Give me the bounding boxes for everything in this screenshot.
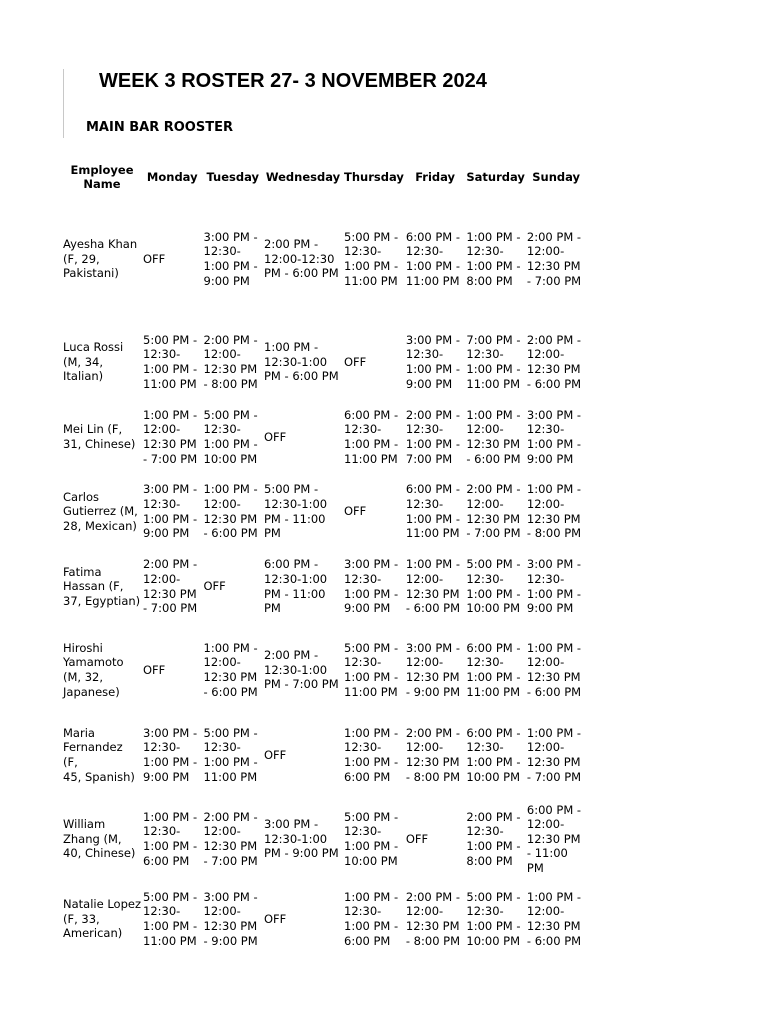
shift-cell-saturday: 5:00 PM - 12:30- 1:00 PM - 10:00 PM: [466, 889, 521, 948]
table-header-row: [62, 160, 586, 194]
table-row: [62, 794, 586, 884]
shift-cell-thursday: 1:00 PM - 12:30- 1:00 PM - 6:00 PM: [344, 725, 399, 784]
shift-cell-wednesday: 1:00 PM - 12:30-1:00 PM - 6:00 PM: [264, 340, 339, 384]
shift-cell-saturday: 5:00 PM - 12:30- 1:00 PM - 10:00 PM: [466, 557, 521, 616]
shift-cell-sunday: 1:00 PM - 12:00- 12:30 PM - 8:00 PM: [526, 482, 582, 541]
shift-cell-wednesday: 5:00 PM - 12:30-1:00 PM - 11:00 PM: [264, 482, 328, 541]
header-sunday: Sunday: [532, 170, 581, 184]
shift-cell-sunday: 2:00 PM - 12:00- 12:30 PM - 6:00 PM: [526, 332, 582, 391]
table-row: [62, 194, 586, 324]
shift-cell-tuesday: 1:00 PM - 12:00- 12:30 PM - 6:00 PM: [203, 482, 258, 541]
shift-cell-sunday: 6:00 PM - 12:00- 12:30 PM - 11:00 PM: [526, 802, 582, 875]
shift-cell-sunday: 2:00 PM - 12:00- 12:30 PM - 7:00 PM: [526, 229, 582, 288]
shift-cell-saturday: 7:00 PM - 12:30- 1:00 PM - 11:00 PM: [466, 332, 521, 391]
shift-cell-saturday: 1:00 PM - 12:30- 1:00 PM - 8:00 PM: [466, 229, 521, 288]
employee-name-cell: Maria Fernandez (F, 45, Spanish): [63, 725, 135, 784]
table-row: [62, 716, 586, 794]
employee-name-cell: Fatima Hassan (F, 37, Egyptian): [63, 564, 141, 608]
table-row: [62, 324, 586, 400]
shift-cell-sunday: 1:00 PM - 12:00- 12:30 PM - 6:00 PM: [526, 889, 582, 948]
employee-name-cell: Ayesha Khan (F, 29, Pakistani): [63, 237, 138, 281]
shift-cell-wednesday: OFF: [264, 429, 287, 444]
shift-cell-tuesday: 5:00 PM - 12:30- 1:00 PM - 10:00 PM: [203, 407, 258, 466]
shift-cell-tuesday: 2:00 PM - 12:00- 12:30 PM - 8:00 PM: [203, 332, 258, 391]
shift-cell-thursday: OFF: [344, 354, 367, 369]
shift-cell-tuesday: 3:00 PM - 12:30- 1:00 PM - 9:00 PM: [203, 229, 258, 288]
shift-cell-monday: 2:00 PM - 12:00- 12:30 PM - 7:00 PM: [143, 557, 198, 616]
shift-cell-monday: 5:00 PM - 12:30- 1:00 PM - 11:00 PM: [143, 332, 198, 391]
shift-cell-tuesday: 2:00 PM - 12:00- 12:30 PM - 7:00 PM: [203, 809, 258, 868]
shift-cell-wednesday: 2:00 PM - 12:00-12:30 PM - 6:00 PM: [264, 237, 339, 281]
shift-cell-wednesday: 2:00 PM - 12:30-1:00 PM - 7:00 PM: [264, 648, 339, 692]
table-row: [62, 474, 586, 549]
shift-cell-friday: 1:00 PM - 12:00- 12:30 PM - 6:00 PM: [405, 557, 461, 616]
shift-cell-monday: OFF: [143, 251, 166, 266]
shift-cell-friday: 3:00 PM - 12:30- 1:00 PM - 9:00 PM: [405, 332, 461, 391]
roster-table: [62, 160, 586, 954]
shift-cell-friday: 6:00 PM - 12:30- 1:00 PM - 11:00 PM: [405, 229, 461, 288]
header-monday: Monday: [146, 170, 198, 184]
shift-cell-monday: 3:00 PM - 12:30- 1:00 PM - 9:00 PM: [143, 482, 198, 541]
shift-cell-thursday: 1:00 PM - 12:30- 1:00 PM - 6:00 PM: [344, 889, 399, 948]
shift-cell-saturday: 6:00 PM - 12:30- 1:00 PM - 11:00 PM: [466, 640, 521, 699]
shift-cell-sunday: 3:00 PM - 12:30- 1:00 PM - 9:00 PM: [526, 407, 582, 466]
table-row: [62, 884, 586, 954]
shift-cell-tuesday: OFF: [203, 579, 226, 594]
shift-cell-sunday: 1:00 PM - 12:00- 12:30 PM - 7:00 PM: [526, 725, 582, 784]
shift-cell-monday: 1:00 PM - 12:00- 12:30 PM - 7:00 PM: [143, 407, 198, 466]
shift-cell-saturday: 2:00 PM - 12:30- 1:00 PM - 8:00 PM: [466, 809, 521, 868]
header-wednesday: Wednesday: [265, 170, 341, 184]
shift-cell-thursday: OFF: [344, 504, 367, 519]
employee-name-cell: Natalie Lopez (F, 33, American): [63, 897, 141, 941]
shift-cell-tuesday: 5:00 PM - 12:30- 1:00 PM - 11:00 PM: [203, 725, 258, 784]
table-row: [62, 400, 586, 474]
shift-cell-friday: OFF: [405, 831, 429, 846]
shift-cell-tuesday: 1:00 PM - 12:00- 12:30 PM - 6:00 PM: [203, 640, 258, 699]
shift-cell-thursday: 5:00 PM - 12:30- 1:00 PM - 11:00 PM: [344, 640, 399, 699]
header-tuesday: Tuesday: [206, 170, 260, 184]
table-row: [62, 624, 586, 716]
shift-cell-friday: 6:00 PM - 12:30- 1:00 PM - 11:00 PM: [405, 482, 461, 541]
shift-cell-thursday: 5:00 PM - 12:30- 1:00 PM - 11:00 PM: [344, 229, 399, 288]
shift-cell-wednesday: 6:00 PM - 12:30-1:00 PM - 11:00 PM: [264, 557, 328, 616]
shift-cell-friday: 2:00 PM - 12:00- 12:30 PM - 8:00 PM: [405, 725, 461, 784]
shift-cell-thursday: 5:00 PM - 12:30- 1:00 PM - 10:00 PM: [344, 809, 399, 868]
shift-cell-saturday: 6:00 PM - 12:30- 1:00 PM - 10:00 PM: [466, 725, 521, 784]
header-thursday: Thursday: [344, 170, 404, 184]
employee-name-cell: Mei Lin (F, 31, Chinese): [63, 422, 136, 451]
shift-cell-saturday: 1:00 PM - 12:00- 12:30 PM - 6:00 PM: [466, 407, 521, 466]
roster-body: [62, 194, 586, 954]
shift-cell-monday: 1:00 PM - 12:30- 1:00 PM - 6:00 PM: [143, 809, 198, 868]
shift-cell-wednesday: OFF: [264, 911, 287, 926]
header-saturday: Saturday: [466, 170, 525, 184]
shift-cell-thursday: 3:00 PM - 12:30- 1:00 PM - 9:00 PM: [344, 557, 399, 616]
section-title: MAIN BAR ROOSTER: [86, 120, 233, 135]
margin-indicator: [63, 69, 64, 138]
shift-cell-wednesday: 3:00 PM - 12:30-1:00 PM - 9:00 PM: [264, 817, 339, 861]
shift-cell-monday: 5:00 PM - 12:30- 1:00 PM - 11:00 PM: [143, 889, 198, 948]
document-title: WEEK 3 ROSTER 27- 3 NOVEMBER 2024: [99, 70, 487, 92]
header-friday: Friday: [415, 170, 456, 184]
employee-name-cell: William Zhang (M, 40, Chinese): [63, 817, 136, 861]
shift-cell-saturday: 2:00 PM - 12:00- 12:30 PM - 7:00 PM: [466, 482, 521, 541]
shift-cell-monday: 3:00 PM - 12:30- 1:00 PM - 9:00 PM: [143, 725, 198, 784]
employee-name-cell: Hiroshi Yamamoto (M, 32, Japanese): [63, 640, 124, 699]
employee-name-cell: Carlos Gutierrez (M, 28, Mexican): [63, 489, 138, 533]
employee-name-cell: Luca Rossi (M, 34, Italian): [63, 340, 124, 384]
shift-cell-sunday: 3:00 PM - 12:30- 1:00 PM - 9:00 PM: [526, 557, 582, 616]
shift-cell-monday: OFF: [143, 662, 166, 677]
shift-cell-friday: 2:00 PM - 12:00- 12:30 PM - 8:00 PM: [405, 889, 461, 948]
shift-cell-tuesday: 3:00 PM - 12:00- 12:30 PM - 9:00 PM: [203, 889, 258, 948]
shift-cell-wednesday: OFF: [264, 747, 287, 762]
shift-cell-sunday: 1:00 PM - 12:00- 12:30 PM - 6:00 PM: [526, 640, 582, 699]
shift-cell-friday: 3:00 PM - 12:00- 12:30 PM - 9:00 PM: [405, 640, 461, 699]
table-row: [62, 549, 586, 624]
header-employee-name: Employee Name: [70, 163, 134, 191]
shift-cell-thursday: 6:00 PM - 12:30- 1:00 PM - 11:00 PM: [344, 407, 399, 466]
shift-cell-friday: 2:00 PM - 12:30- 1:00 PM - 7:00 PM: [405, 407, 461, 466]
